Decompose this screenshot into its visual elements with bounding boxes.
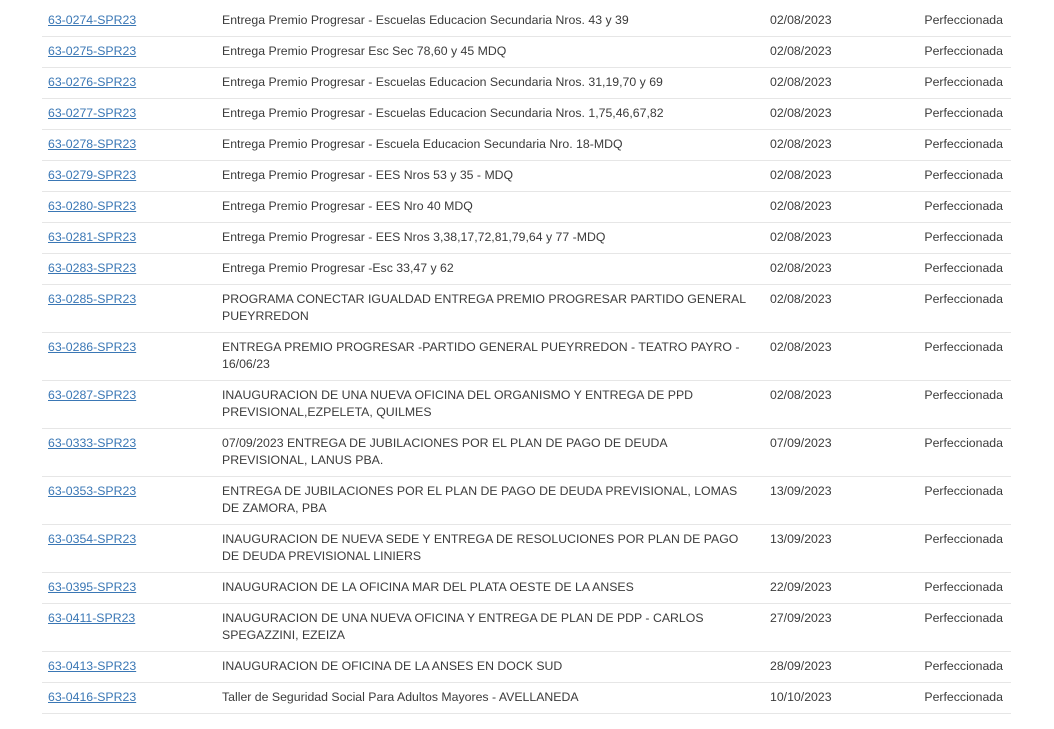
table-row xyxy=(42,192,1011,223)
record-status: Perfeccionada xyxy=(888,604,1011,652)
table-row xyxy=(42,68,1011,99)
table-row xyxy=(42,525,1011,573)
record-date: 13/09/2023 xyxy=(764,477,888,525)
record-id-cell xyxy=(42,333,216,381)
table-row xyxy=(42,683,1011,714)
record-id-cell xyxy=(42,192,216,223)
record-status: Perfeccionada xyxy=(888,285,1011,333)
record-id-cell xyxy=(42,477,216,525)
table-row xyxy=(42,130,1011,161)
record-date: 10/10/2023 xyxy=(764,683,888,714)
record-id-link[interactable]: 63-0411-SPR23 xyxy=(48,611,136,625)
record-id-link[interactable]: 63-0395-SPR23 xyxy=(48,580,137,594)
record-id-link[interactable]: 63-0278-SPR23 xyxy=(48,137,137,151)
record-description: 07/09/2023 ENTREGA DE JUBILACIONES POR EL PLAN DE PAGO DE DEUDA PREVISIONAL, LANUS PBA. xyxy=(216,429,764,477)
table-row xyxy=(42,254,1011,285)
record-id-link[interactable]: 63-0413-SPR23 xyxy=(48,659,137,673)
record-date: 02/08/2023 xyxy=(764,285,888,333)
record-date: 02/08/2023 xyxy=(764,381,888,429)
table-row xyxy=(42,37,1011,68)
record-description: Entrega Premio Progresar - Escuelas Educacion Secundaria Nros. 1,75,46,67,82 xyxy=(216,99,764,130)
record-status: Perfeccionada xyxy=(888,223,1011,254)
table-row xyxy=(42,333,1011,381)
record-id-link[interactable]: 63-0279-SPR23 xyxy=(48,168,137,182)
record-status: Perfeccionada xyxy=(888,68,1011,99)
record-id-cell xyxy=(42,604,216,652)
record-id-cell xyxy=(42,223,216,254)
table-row xyxy=(42,223,1011,254)
record-id-cell xyxy=(42,285,216,333)
record-date: 07/09/2023 xyxy=(764,429,888,477)
record-status: Perfeccionada xyxy=(888,333,1011,381)
record-id-link[interactable]: 63-0286-SPR23 xyxy=(48,340,137,354)
record-date: 22/09/2023 xyxy=(764,573,888,604)
record-id-link[interactable]: 63-0354-SPR23 xyxy=(48,532,137,546)
record-id-cell xyxy=(42,6,216,37)
record-description: Entrega Premio Progresar - Escuela Educacion Secundaria Nro. 18-MDQ xyxy=(216,130,764,161)
record-status: Perfeccionada xyxy=(888,37,1011,68)
table-row xyxy=(42,652,1011,683)
record-date: 02/08/2023 xyxy=(764,37,888,68)
record-status: Perfeccionada xyxy=(888,525,1011,573)
record-id-link[interactable]: 63-0274-SPR23 xyxy=(48,13,137,27)
record-description: INAUGURACION DE UNA NUEVA OFICINA DEL ORGANISMO Y ENTREGA DE PPD PREVISIONAL,EZPELETA, QUILMES xyxy=(216,381,764,429)
record-id-link[interactable]: 63-0281-SPR23 xyxy=(48,230,137,244)
record-date: 13/09/2023 xyxy=(764,525,888,573)
record-id-cell xyxy=(42,37,216,68)
record-description: INAUGURACION DE LA OFICINA MAR DEL PLATA OESTE DE LA ANSES xyxy=(216,573,764,604)
record-date: 27/09/2023 xyxy=(764,604,888,652)
record-date: 02/08/2023 xyxy=(764,192,888,223)
record-status: Perfeccionada xyxy=(888,6,1011,37)
record-description: Entrega Premio Progresar Esc Sec 78,60 y 45 MDQ xyxy=(216,37,764,68)
table-row xyxy=(42,285,1011,333)
record-status: Perfeccionada xyxy=(888,683,1011,714)
record-description: Entrega Premio Progresar - EES Nro 40 MDQ xyxy=(216,192,764,223)
record-status: Perfeccionada xyxy=(888,652,1011,683)
table-row xyxy=(42,429,1011,477)
record-date: 02/08/2023 xyxy=(764,68,888,99)
record-status: Perfeccionada xyxy=(888,99,1011,130)
records-table-body xyxy=(42,6,1011,714)
record-id-link[interactable]: 63-0416-SPR23 xyxy=(48,690,137,704)
record-status: Perfeccionada xyxy=(888,573,1011,604)
record-date: 02/08/2023 xyxy=(764,161,888,192)
record-id-cell xyxy=(42,254,216,285)
record-id-cell xyxy=(42,525,216,573)
record-date: 02/08/2023 xyxy=(764,130,888,161)
table-row xyxy=(42,99,1011,130)
record-id-link[interactable]: 63-0277-SPR23 xyxy=(48,106,137,120)
record-status: Perfeccionada xyxy=(888,477,1011,525)
record-id-link[interactable]: 63-0276-SPR23 xyxy=(48,75,137,89)
record-description: INAUGURACION DE NUEVA SEDE Y ENTREGA DE RESOLUCIONES POR PLAN DE PAGO DE DEUDA PREVISIONAL LINIERS xyxy=(216,525,764,573)
record-id-cell xyxy=(42,683,216,714)
record-date: 02/08/2023 xyxy=(764,223,888,254)
record-status: Perfeccionada xyxy=(888,192,1011,223)
table-row xyxy=(42,6,1011,37)
record-id-link[interactable]: 63-0275-SPR23 xyxy=(48,44,137,58)
record-id-cell xyxy=(42,573,216,604)
record-id-link[interactable]: 63-0280-SPR23 xyxy=(48,199,137,213)
record-status: Perfeccionada xyxy=(888,429,1011,477)
record-date: 02/08/2023 xyxy=(764,254,888,285)
record-id-link[interactable]: 63-0285-SPR23 xyxy=(48,292,137,306)
record-id-cell xyxy=(42,652,216,683)
record-description: Entrega Premio Progresar - EES Nros 3,38,17,72,81,79,64 y 77 -MDQ xyxy=(216,223,764,254)
record-description: PROGRAMA CONECTAR IGUALDAD ENTREGA PREMIO PROGRESAR PARTIDO GENERAL PUEYRREDON xyxy=(216,285,764,333)
record-id-cell xyxy=(42,68,216,99)
table-row xyxy=(42,477,1011,525)
record-date: 28/09/2023 xyxy=(764,652,888,683)
record-date: 02/08/2023 xyxy=(764,6,888,37)
record-description: Entrega Premio Progresar - Escuelas Educacion Secundaria Nros. 43 y 39 xyxy=(216,6,764,37)
record-description: Taller de Seguridad Social Para Adultos Mayores - AVELLANEDA xyxy=(216,683,764,714)
table-row xyxy=(42,573,1011,604)
record-status: Perfeccionada xyxy=(888,381,1011,429)
record-id-link[interactable]: 63-0287-SPR23 xyxy=(48,388,137,402)
record-date: 02/08/2023 xyxy=(764,333,888,381)
record-id-link[interactable]: 63-0283-SPR23 xyxy=(48,261,137,275)
table-row xyxy=(42,381,1011,429)
record-id-cell xyxy=(42,381,216,429)
table-row xyxy=(42,161,1011,192)
record-description: INAUGURACION DE OFICINA DE LA ANSES EN DOCK SUD xyxy=(216,652,764,683)
record-id-cell xyxy=(42,429,216,477)
record-status: Perfeccionada xyxy=(888,130,1011,161)
record-id-link[interactable]: 63-0353-SPR23 xyxy=(48,484,137,498)
record-description: Entrega Premio Progresar - EES Nros 53 y 35 - MDQ xyxy=(216,161,764,192)
record-description: INAUGURACION DE UNA NUEVA OFICINA Y ENTREGA DE PLAN DE PDP - CARLOS SPEGAZZINI, EZEIZA xyxy=(216,604,764,652)
table-row xyxy=(42,604,1011,652)
record-id-cell xyxy=(42,161,216,192)
record-description: ENTREGA PREMIO PROGRESAR -PARTIDO GENERAL PUEYRREDON - TEATRO PAYRO - 16/06/23 xyxy=(216,333,764,381)
record-date: 02/08/2023 xyxy=(764,99,888,130)
record-description: Entrega Premio Progresar - Escuelas Educacion Secundaria Nros. 31,19,70 y 69 xyxy=(216,68,764,99)
record-id-link[interactable]: 63-0333-SPR23 xyxy=(48,436,137,450)
record-id-cell xyxy=(42,130,216,161)
records-table xyxy=(42,6,1011,714)
record-status: Perfeccionada xyxy=(888,161,1011,192)
record-id-cell xyxy=(42,99,216,130)
record-description: ENTREGA DE JUBILACIONES POR EL PLAN DE PAGO DE DEUDA PREVISIONAL, LOMAS DE ZAMORA, PBA xyxy=(216,477,764,525)
record-description: Entrega Premio Progresar -Esc 33,47 y 62 xyxy=(216,254,764,285)
record-status: Perfeccionada xyxy=(888,254,1011,285)
